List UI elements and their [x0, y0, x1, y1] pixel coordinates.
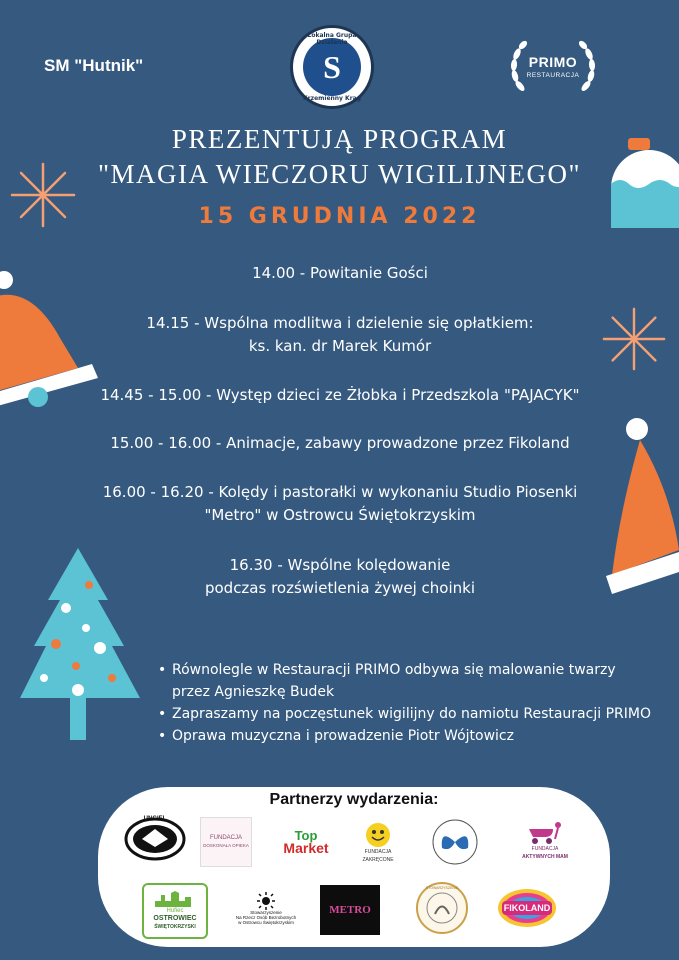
program-item-line: 14.00 - Powitanie Gości: [252, 264, 428, 282]
program-item: [40, 384, 640, 407]
program-item-line: 16.30 - Wspólne kolędowanie: [229, 556, 451, 574]
lgd-logo-emblem: S: [303, 38, 361, 96]
smiley-icon: [365, 822, 391, 848]
partner-logo-fundacja-opieka: [200, 817, 252, 867]
partner-logo-text: Market: [283, 840, 329, 856]
partner-logo-zakrecone: [354, 821, 402, 865]
partner-logo-aktywne-mamy: [512, 817, 578, 865]
partner-logo-text: Hufiec: [166, 908, 184, 914]
partner-logo-text: Stowarzyszenie: [250, 909, 282, 915]
partners-panel: [98, 787, 610, 947]
partner-logo-ungiel-text: UNGIEL: [143, 816, 167, 822]
note-item: [158, 725, 678, 747]
organizer-name: SM "Hutnik": [44, 56, 144, 75]
program-title-line2: "MAGIA WIECZORU WIGILIJNEGO": [98, 159, 581, 189]
partner-logo-metro: [320, 885, 380, 935]
partner-logo-text: Na Rzecz Osób Bezrobotnych: [235, 914, 297, 920]
city-skyline-icon: [155, 891, 195, 907]
partner-logo-text: STOWARZYSZENIE: [425, 886, 459, 890]
partner-logo-text: ŚWIĘTOKRZYSKI: [154, 924, 196, 930]
stroller-icon: [525, 821, 565, 845]
program-item: [40, 554, 640, 600]
lgd-logo-bottom-text: Krzemienny Krąg: [302, 95, 362, 102]
partner-logo-text: FUNDACJA ZAKRĘCONE: [362, 849, 394, 863]
note-text: Zapraszamy na poczęstunek wigilijny do namiotu Restauracji PRIMO: [172, 706, 651, 722]
note-text-continued: przez Agnieszkę Budek: [172, 684, 335, 700]
partner-logo-text: w Ostrowcu Świętokrzyskim: [238, 919, 294, 925]
lgd-logo-top-text: Lokalna Grupa Działania: [307, 32, 357, 46]
partner-logo-text: AKTYWNYCH MAM: [522, 854, 568, 860]
partner-logo-top-market: [274, 825, 338, 859]
note-text: Oprawa muzyczna i prowadzenie Piotr Wójtowicz: [172, 728, 514, 744]
primo-logo: [506, 36, 600, 100]
program-item: [40, 312, 640, 358]
butterfly-icon: [430, 818, 480, 866]
note-item: [158, 659, 678, 681]
partner-logo-fikoland: [496, 887, 558, 929]
notes-list: [158, 659, 678, 747]
primo-logo-name: PRIMO: [528, 54, 578, 70]
partner-logo-text: FUNDACJA: [531, 846, 559, 852]
partner-logo-hufiec: [142, 883, 208, 939]
program-item-line: 15.00 - 16.00 - Animacje, zabawy prowadzone przez Fikoland: [110, 434, 570, 452]
partner-logo-text: FUNDACJA: [209, 835, 242, 841]
program-item-line: 14.15 - Wspólna modlitwa i dzielenie się opłatkiem:: [146, 314, 534, 332]
partner-logo-text: OSTROWIEC: [153, 915, 197, 922]
program-item: [40, 481, 640, 527]
program-title-line1: PREZENTUJĄ PROGRAM: [171, 124, 508, 154]
program-item-line: "Metro" w Ostrowcu Świętokrzyskim: [204, 506, 476, 524]
program-item-line: podczas rozświetlenia żywej choinki: [204, 579, 476, 597]
partner-logo-poradnia: [428, 817, 482, 867]
program-item-line: ks. kan. dr Marek Kumór: [248, 337, 432, 355]
note-text: Równolegle w Restauracji PRIMO odbywa się malowanie twarzy: [172, 662, 616, 678]
lgd-logo: [290, 25, 374, 109]
event-date: 15 GRUDNIA 2022: [198, 204, 481, 229]
program-item-line: 16.00 - 16.20 - Kolędy i pastorałki w wykonaniu Studio Piosenki: [102, 483, 578, 501]
partners-title: Partnerzy wydarzenia:: [269, 791, 439, 808]
partner-logo-text: Top: [294, 828, 318, 843]
partner-logo-stowarzyszenie-bezrobotnych: [228, 885, 304, 931]
ungiel-emblem-icon: [124, 817, 186, 861]
program-item: [40, 432, 640, 455]
partner-logo-ungiel: [124, 817, 186, 861]
sun-icon: [257, 892, 275, 910]
note-item: [158, 703, 678, 725]
partner-logo-text: FIKOLAND: [503, 903, 551, 913]
program-item-line: 14.45 - 15.00 - Występ dzieci ze Żłobka i Przedszkola "PAJACYK": [100, 386, 580, 404]
partner-logo-text: METRO: [329, 904, 371, 916]
program-item: [40, 262, 640, 285]
primo-logo-subtitle: RESTAURACJA: [526, 72, 580, 79]
partner-logo-stowarzyszenie: [414, 881, 470, 935]
partner-logo-text: DOSKONAŁA OPIEKA: [203, 843, 249, 848]
